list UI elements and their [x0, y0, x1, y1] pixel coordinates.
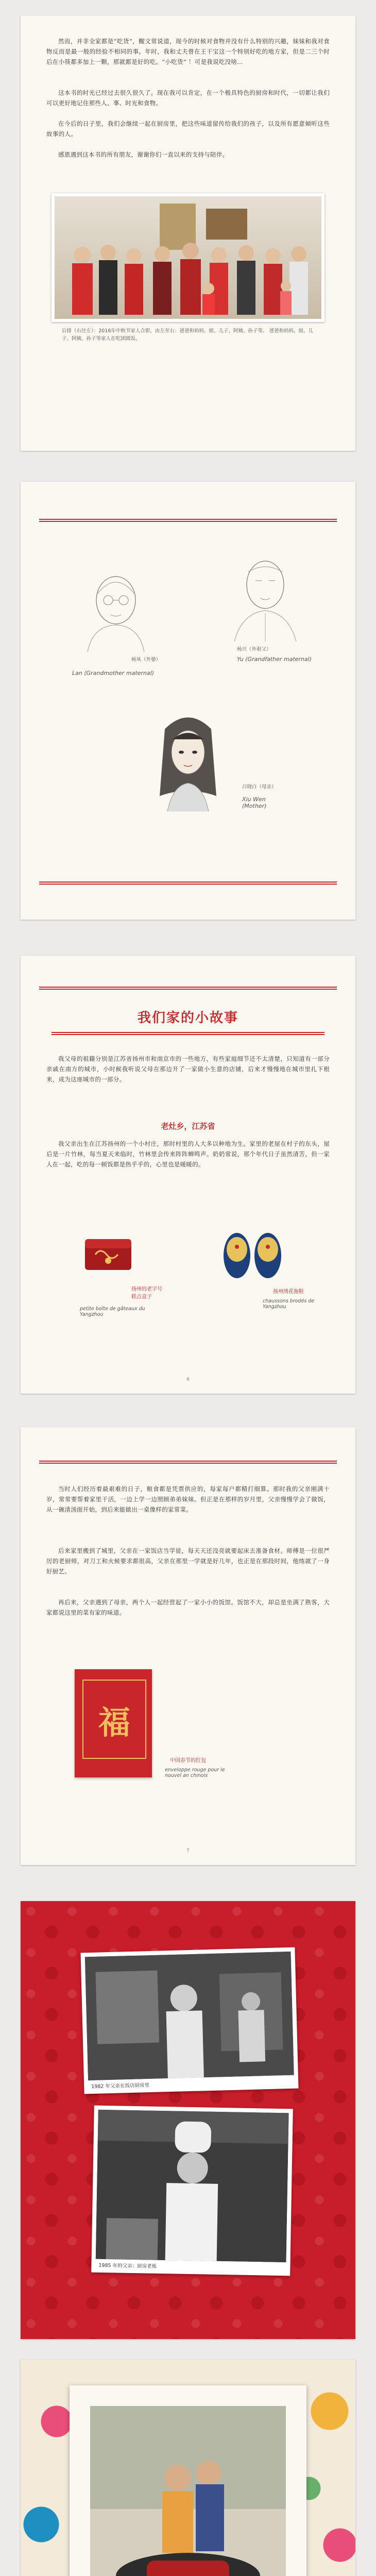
red-envelope-inner	[82, 1680, 146, 1759]
portrait-sketch-grandfather	[221, 549, 309, 641]
slippers-image	[211, 1224, 294, 1280]
paragraph: 再后来，父亲遇到了母亲，两个人一起经营起了一家小小的饭馆。饭馆不大，却总是坐满了熟客，大家都说这里的菜有家的味道。	[46, 1599, 330, 1616]
top-red-rule	[39, 987, 337, 990]
red-envelope-caption-fr: enveloppe rouge pour le nouvel an chinois	[165, 1767, 225, 1778]
top-red-rule	[39, 1461, 337, 1464]
top-red-rule	[39, 519, 337, 522]
red-envelope-illustration	[75, 1669, 152, 1777]
slippers-caption-cn: 扬州绣花拖鞋	[273, 1289, 304, 1295]
chef-photo-image	[96, 2110, 289, 2262]
family-photo	[52, 193, 324, 322]
page-number: 7	[186, 1849, 190, 1854]
book-page-1	[21, 15, 355, 451]
slippers-caption-fr: chaussons brodés de Yangzhou	[263, 1298, 315, 1310]
cake-box-caption-fr: petite boîte de gâteaux du Yangzhou	[80, 1306, 145, 1317]
paragraph: 这本书的时光已经过去很久很久了。现在我可以肯定，在一个极具特色的厨房和时代，一切都让我们可以更好地记住那些人、事、时光和食物。	[46, 89, 330, 107]
cake-box-caption-cn: 扬州的老字号 糕点盒子	[131, 1286, 162, 1300]
paragraph: 感恩遇到这本书的所有朋友，谢谢你们一直以来的支持与陪伴。	[58, 151, 229, 158]
family-photo-caption: 后排（右往左）：2016年中秋节家人合影，由左至右：爸爸和妈妈、姐、儿子、阿姨、孙子等。 爸爸和妈妈、姐、儿子、阿姨、孙子等家人在吃团圆饭。	[62, 328, 313, 342]
grandmother-caption: 杨凤（外婆）	[131, 657, 161, 663]
portrait-sketch-grandmother	[72, 564, 160, 652]
grandmother-handwriting: Lan (Grandmother maternal)	[72, 670, 155, 676]
cake-box-illustration	[80, 1234, 136, 1275]
body-paragraph: 我父亲出生在江苏扬州的一个小村庄，那时村里的人大多以种地为生。家里的老屋在村子的东头，屋后是一片竹林，每当夏天来临时，竹林里会传来阵阵蝉鸣声。奶奶常说，那个年代日子虽然清苦，但一家人在一起，吃的每一顿饭都是热乎乎的，心里也是暖暖的。	[46, 1140, 330, 1168]
cake-box-image	[80, 1234, 136, 1275]
motorcycle-photo-card	[70, 2385, 306, 2576]
motorcycle-photo-image	[90, 2406, 286, 2576]
mother-caption: 吕晓白（母亲）	[242, 784, 277, 790]
paragraph: 后来家里搬到了城里，父亲在一家饭店当学徒，每天天还没亮就要起床去准备食材。师傅是一位很严厉的老厨师，对刀工和火候要求都很高，父亲在那里一学就是好几年，也正是在那段时间，他练就了一身好厨艺。	[46, 1547, 330, 1575]
kitchen-photo-caption: 1982 年父亲在饭店厨房里	[91, 2082, 150, 2090]
chapter-title: 我们家的小故事	[137, 1010, 238, 1026]
intro-paragraph: 我父母的祖籍分别是江苏省扬州市和南京市的一些地方，有些家庭细节还不太清楚，只知道有一部分亲戚在南方的城市，小时候我听说父母在那边开了一家做小生意的店铺，后来才慢慢地在城市里扎下根来，成为这座城市的一部分。	[46, 1055, 330, 1083]
book-page-6	[21, 2360, 355, 2576]
motorcycle-photo	[90, 2406, 286, 2576]
book-page-3	[21, 956, 355, 1394]
portrait-sketch-mother	[144, 708, 232, 811]
book-page-4	[21, 1427, 355, 1865]
section-title: 老灶乡，江苏省	[161, 1122, 215, 1131]
mother-handwriting: Xiu Wen (Mother)	[242, 796, 267, 809]
grandfather-handwriting: Yu (Grandfather maternal)	[237, 656, 312, 663]
grandfather-sketch-image	[221, 549, 309, 641]
page-number: 6	[186, 1377, 190, 1382]
photo-chef-1985	[91, 2106, 293, 2276]
kitchen-photo-image	[85, 1952, 294, 2080]
photo-kitchen-1982	[80, 1947, 298, 2094]
paragraph: 当时人们经历着最艰难的日子，粮食都是凭票供应的，每家每户都精打细算。那时我的父亲刚满十岁，常常要帮着家里干活，一边上学一边照顾弟弟妹妹。但正是在那样的岁月里，父亲慢慢学会了做饭，从一碗清汤面开始，到后来能做出一桌像样的家常菜。	[46, 1485, 330, 1513]
mother-sketch-image	[144, 708, 232, 811]
paragraph: 在今后的日子里，我们会继续一起在厨房里，把这些味道留传给我们的孩子，以及所有愿意倾听这些故事的人。	[46, 120, 330, 138]
bottom-red-rule	[39, 882, 337, 885]
family-photo-image	[52, 193, 324, 322]
fu-character: 福	[98, 1704, 130, 1741]
slippers-illustration	[211, 1224, 294, 1280]
chef-photo-caption: 1985 年的父亲：厨房老板	[98, 2262, 157, 2269]
book-page-5	[21, 1901, 355, 2339]
title-red-rule	[52, 1032, 324, 1035]
grandfather-caption: 杨兴（外祖父）	[237, 647, 271, 652]
book-page-2	[21, 482, 355, 920]
grandmother-sketch-image	[72, 564, 160, 652]
paragraph: 然而，并非全家都是“吃货”，醒文常说道，现今的时候对食物并没有什么特别的兴趣，妹妹和我对食物反而是最一般的经验不相同的事。年时，我和丈夫曾在王干宝这一个特别好吃的地方家，但是二三个时后在小筷都多加上一颗，那就都是好的吃。“小吃货” ！可是我说吃没啥…	[46, 38, 330, 65]
red-envelope-caption-cn: 中国春节的红包	[170, 1758, 206, 1764]
